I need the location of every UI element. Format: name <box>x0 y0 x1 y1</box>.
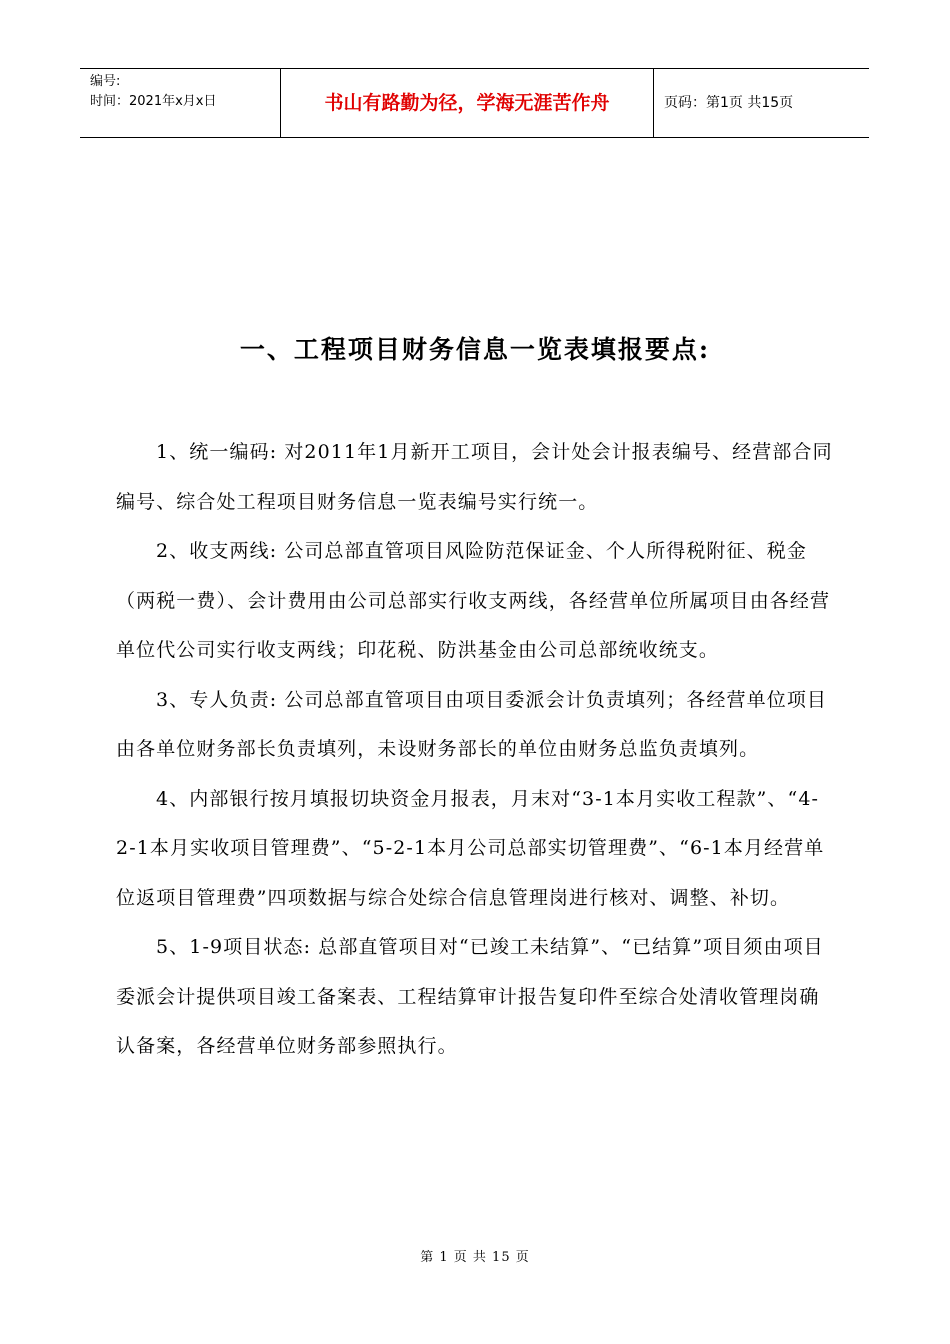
page-header <box>80 68 869 138</box>
header-page-info: 页码：第1页 共15页 <box>664 95 794 111</box>
paragraph-1: 1、统一编码: 对2011年1月新开工项目，会计处会计报表编号、经营部合同编号、综合处工程项目财务信息一览表编号实行统一。 <box>116 441 833 513</box>
document-time-label: 时间：2021年x月x日 <box>90 94 217 109</box>
header-motto: 书山有路勤为径，学海无涯苦作舟 <box>281 69 654 137</box>
body-content <box>116 428 834 1072</box>
header-meta <box>80 69 281 137</box>
document-number-label: 编号: <box>90 74 121 89</box>
paragraph-3: 3、专人负责: 公司总部直管项目由项目委派会计负责填列；各经营单位项目由各单位财务部长负责填列，未设财务部长的单位由财务总监负责填列。 <box>116 688 828 760</box>
paragraph-5: 5、1-9项目状态: 总部直管项目对“已竣工未结算”、“已结算”项目须由项目委派会计提供项目竣工备案表、工程结算审计报告复印件至综合处清收管理岗确认备案，各经营单位财务部参照执行。 <box>116 936 824 1057</box>
page-footer: 第 1 页 共 15 页 <box>420 1250 530 1265</box>
paragraph-4: 4、内部银行按月填报切块资金月报表，月末对“3-1本月实收工程款”、“4-2-1本月实收项目管理费”、“5-2-1本月公司总部实切管理费”、“6-1本月经营单位返项目管理费”四项数据与综合处综合信息管理岗进行核对、调整、补切。 <box>116 787 825 909</box>
section-title: 一、工程项目财务信息一览表填报要点: <box>239 335 711 364</box>
paragraph-2: 2、收支两线: 公司总部直管项目风险防范保证金、个人所得税附征、税金（两税一费）、会计费用由公司总部实行收支两线，各经营单位所属项目由各经营单位代公司实行收支两线；印花税、防洪基金由公司总部统收统支。 <box>116 540 831 661</box>
